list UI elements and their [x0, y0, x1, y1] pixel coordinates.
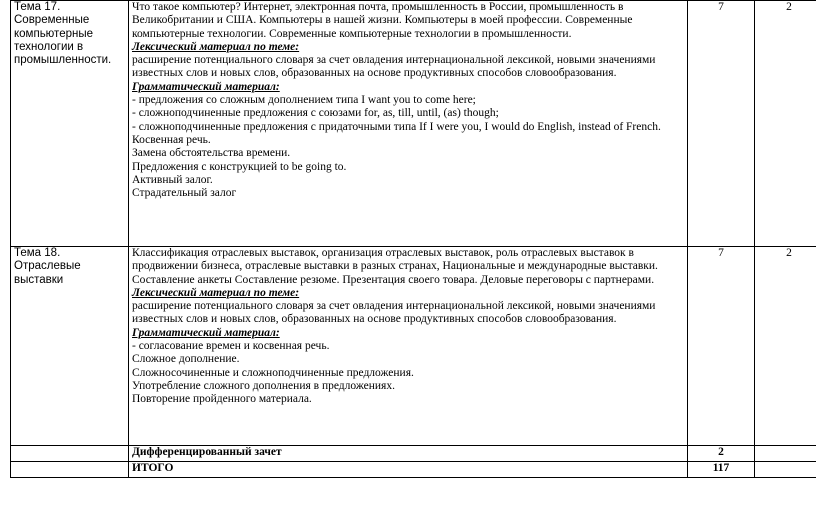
table-row-credit — [11, 446, 816, 462]
grammar-heading: Грамматический материал: — [132, 80, 280, 93]
grammar-item: - согласование времен и косвенная речь. — [132, 340, 330, 353]
topic-intro: Что такое компьютер? Интернет, электронная почта, промышленность в России, промышленность в Великобритании и США. Компьютеры в нашей жизни. Компьютеры в моей профессии. Современные компьютерные технологии. Современные компьютерные технологии в промышленности. — [132, 1, 633, 40]
level-cell: 2 — [755, 1, 816, 247]
hours-cell: 7 — [688, 247, 755, 446]
grammar-item: - сложноподчиненные предложения с союзами for, as, till, until, (as) though; — [132, 107, 499, 120]
grammar-item: Косвенная речь. — [132, 133, 211, 146]
empty-cell — [755, 446, 816, 462]
grammar-item: Предложения с конструкцией to be going to. — [132, 160, 347, 173]
lexical-heading: Лексический материал по теме: — [132, 40, 300, 53]
lexical-heading: Лексический материал по теме: — [132, 286, 300, 299]
grammar-heading: Грамматический материал: — [132, 326, 280, 339]
empty-cell — [755, 462, 816, 478]
credit-label: Дифференцированный зачет — [129, 446, 688, 462]
topic-intro: Классификация отраслевых выставок, организация отраслевых выставок, роль отраслевых выставок в продвижении бизнеса, отраслевые выставки в разных странах, Национальные и международные выставки. Составление анкеты Составление резюме. Презентация своего товара. Деловые переговоры с партнерами. — [132, 247, 658, 286]
grammar-item: Активный залог. — [132, 173, 213, 186]
hours-cell: 7 — [688, 1, 755, 247]
grammar-item: - предложения со сложным дополнением типа I want you to come here; — [132, 94, 476, 107]
level-cell: 2 — [755, 247, 816, 446]
total-hours: 117 — [688, 462, 755, 478]
content-cell — [129, 1, 688, 247]
credit-hours: 2 — [688, 446, 755, 462]
grammar-item: Сложное дополнение. — [132, 353, 240, 366]
table-row-total — [11, 462, 816, 478]
grammar-item: Страдательный залог — [132, 187, 237, 200]
curriculum-table — [10, 0, 816, 478]
grammar-item: Употребление сложного дополнения в предложениях. — [132, 379, 395, 392]
topic-cell: Тема 18. Отраслевые выставки — [11, 247, 129, 446]
empty-cell — [11, 446, 129, 462]
content-cell — [129, 247, 688, 446]
table-row-topic-18 — [11, 247, 816, 446]
grammar-item: Повторение пройденного материала. — [132, 393, 312, 406]
empty-cell — [11, 462, 129, 478]
total-label: ИТОГО — [129, 462, 688, 478]
grammar-item: Замена обстоятельства времени. — [132, 147, 291, 160]
table-row-topic-17 — [11, 1, 816, 247]
topic-cell: Тема 17. Современные компьютерные технологии в промышленности. — [11, 1, 129, 247]
grammar-item: Сложносочиненные и сложноподчиненные предложения. — [132, 366, 414, 379]
lexical-text: расширение потенциального словаря за счет овладения интернациональной лексикой, новыми значениями известных слов и новых слов, образованных на основе продуктивных способов словообразования. — [132, 54, 656, 80]
grammar-item: - сложноподчиненные предложения с придаточными типа If I were you, I would do English, instead of French. — [132, 120, 661, 133]
lexical-text: расширение потенциального словаря за счет овладения интернациональной лексикой, новыми значениями известных слов и новых слов, образованных на основе продуктивных способов словообразования. — [132, 300, 656, 326]
